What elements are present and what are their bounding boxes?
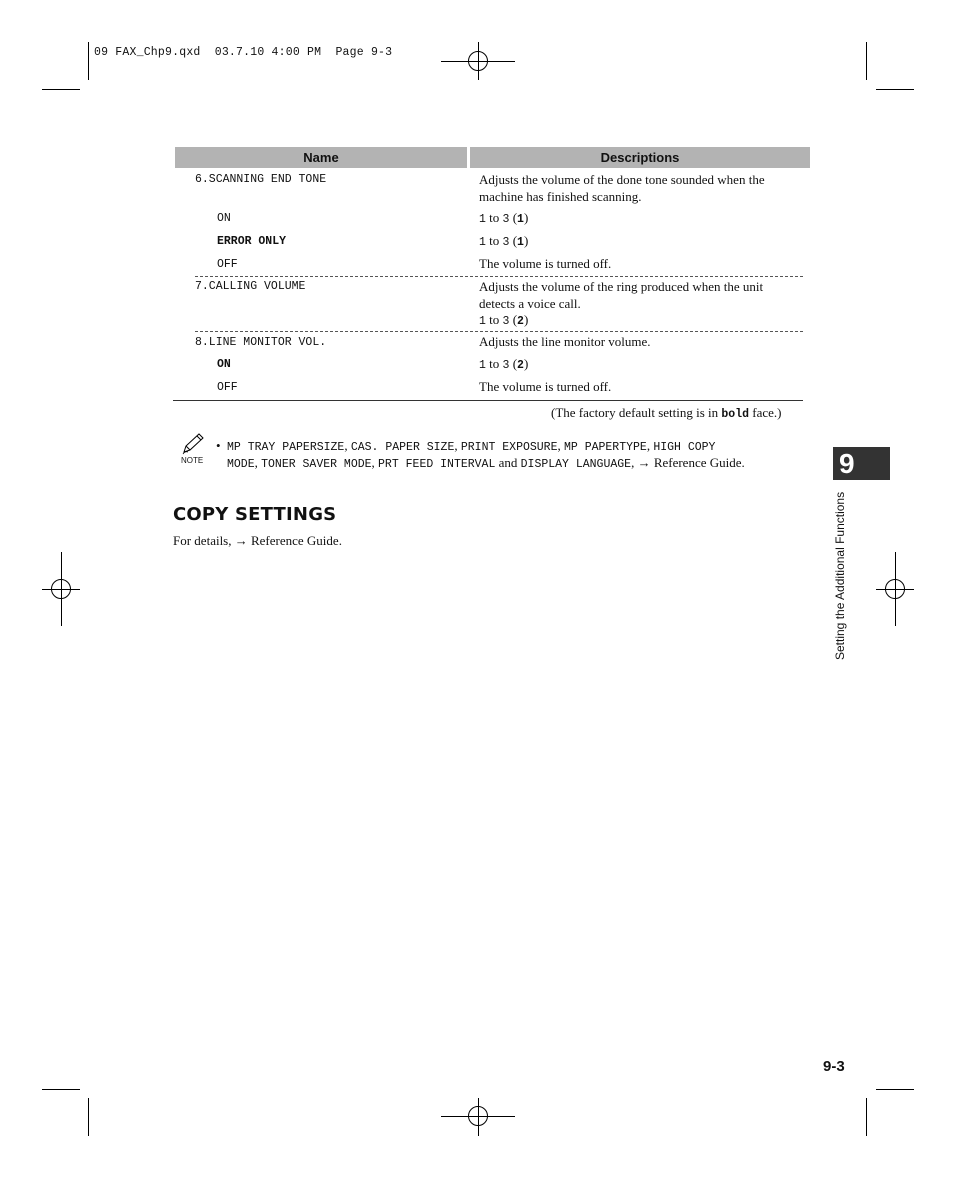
note-text: , [646, 438, 654, 453]
option-name: OFF [217, 381, 238, 394]
setting-name: 6.SCANNING END TONE [195, 173, 327, 186]
note-text: , [371, 455, 379, 470]
description-line: machine has finished scanning. [479, 188, 642, 204]
range-text: ( [509, 356, 518, 371]
note-line-2 [227, 455, 745, 474]
setting-name: 8.LINE MONITOR VOL. [195, 336, 327, 349]
note-text: , [557, 438, 564, 453]
print-slug: 09 FAX_Chp9.qxd 03.7.10 4:00 PM Page 9-3 [94, 46, 393, 59]
range-text: ( [509, 210, 518, 225]
range-max: 3 [502, 213, 510, 226]
range-text: to [485, 356, 503, 371]
option-name: ON [217, 212, 231, 225]
default-value: 2 [517, 315, 524, 328]
setting-description [479, 279, 809, 331]
description-line: Adjusts the volume of the ring produced when the unit [479, 279, 764, 294]
chapter-side-label: Setting the Additional Functions [833, 491, 847, 660]
note-line-1 [227, 438, 715, 457]
range-text: ) [523, 312, 529, 327]
row-divider [195, 276, 803, 277]
option-range [479, 356, 528, 375]
note-label: NOTE [181, 456, 204, 465]
setting-ref: MP TRAY PAPERSIZE [227, 441, 345, 454]
option-range [479, 233, 528, 252]
table-bottom-rule [173, 400, 803, 401]
range-text: ) [523, 233, 529, 248]
chapter-tab: 9 [833, 447, 890, 480]
setting-ref: HIGH COPY [653, 441, 716, 454]
setting-description: The volume is turned off. [479, 256, 612, 271]
range-min: 1 [479, 236, 486, 249]
note-text: , → Reference Guide. [631, 455, 745, 470]
setting-description: Adjusts the line monitor volume. [479, 334, 651, 349]
note-text: and [495, 455, 521, 470]
range-max: 3 [502, 315, 510, 328]
table-header-name [175, 147, 467, 168]
footnote-text: (The factory default setting is in [551, 405, 722, 420]
crop-mark [88, 42, 89, 80]
option-name: OFF [217, 258, 238, 271]
note-bullet: • [216, 438, 221, 453]
range-text: to [485, 312, 503, 327]
range-text: ( [509, 233, 518, 248]
range-min: 1 [479, 359, 486, 372]
crop-mark [42, 89, 80, 90]
default-value: 1 [517, 236, 524, 249]
pencil-icon [180, 432, 206, 456]
range-text: ) [523, 356, 529, 371]
section-heading: COPY SETTINGS [173, 504, 337, 525]
range-max: 3 [502, 359, 510, 372]
option-range [479, 312, 809, 331]
section-body: For details, → Reference Guide. [173, 533, 342, 548]
default-value: 2 [517, 359, 524, 372]
setting-ref: MP PAPERTYPE [563, 441, 647, 454]
setting-name: 7.CALLING VOLUME [195, 280, 306, 293]
setting-ref: MODE [227, 458, 255, 471]
option-name: ON [217, 358, 231, 371]
crop-mark [42, 1089, 80, 1090]
description-line: Adjusts the volume of the done tone sounded when the [479, 172, 765, 187]
note-text: , [254, 455, 262, 470]
column-header: Name [303, 150, 339, 165]
setting-ref: PRT FEED INTERVAL [378, 458, 496, 471]
row-divider [195, 331, 803, 332]
range-max: 3 [502, 236, 510, 249]
setting-description [479, 172, 809, 205]
column-header: Descriptions [600, 150, 680, 165]
page-number: 9-3 [823, 1058, 845, 1075]
default-value: 1 [517, 213, 524, 226]
range-text: ( [509, 312, 518, 327]
note-text: , [454, 438, 461, 453]
range-min: 1 [479, 213, 486, 226]
table-header-descriptions [470, 147, 810, 168]
description-line: detects a voice call. [479, 295, 581, 311]
setting-ref: CAS. PAPER SIZE [350, 441, 455, 454]
crop-mark [88, 1098, 89, 1136]
range-min: 1 [479, 315, 486, 328]
range-text: ) [523, 210, 529, 225]
crop-mark [876, 1089, 914, 1090]
crop-mark [876, 89, 914, 90]
crop-mark [866, 1098, 867, 1136]
crop-mark [866, 42, 867, 80]
option-name: ERROR ONLY [217, 235, 287, 248]
footnote-bold: bold [721, 408, 749, 421]
note-text: , [344, 438, 351, 453]
table-footnote [551, 405, 781, 424]
setting-ref: DISPLAY LANGUAGE [520, 458, 632, 471]
footnote-text: face.) [749, 405, 782, 420]
option-range [479, 210, 528, 229]
range-text: to [485, 210, 503, 225]
range-text: to [485, 233, 503, 248]
setting-ref: PRINT EXPOSURE [460, 441, 558, 454]
setting-description: The volume is turned off. [479, 379, 612, 394]
setting-ref: TONER SAVER MODE [261, 458, 372, 471]
